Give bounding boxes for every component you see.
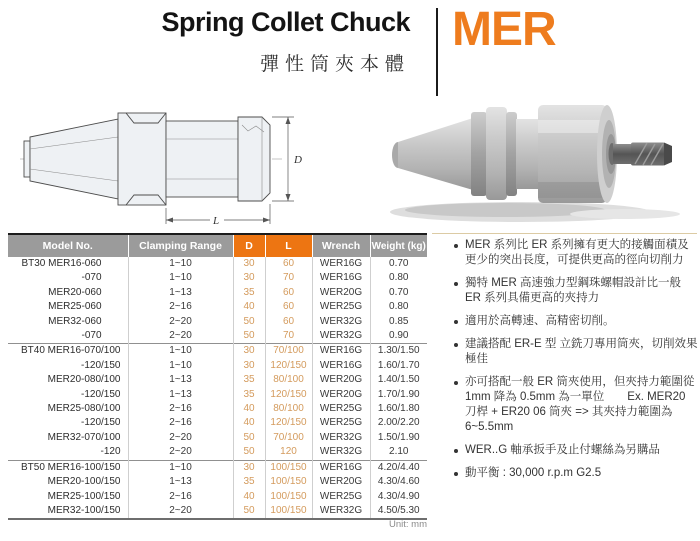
l-cell: 80/100 — [265, 402, 312, 416]
spec-table — [8, 233, 427, 520]
taper-shank — [30, 119, 118, 199]
model-cell: -120 — [100, 446, 121, 458]
clamping-cell: 2~16 — [128, 402, 233, 416]
d-cell: 35 — [233, 388, 265, 402]
l-cell: 70 — [265, 271, 312, 285]
d-cell: 30 — [233, 359, 265, 373]
tool-holder-photo — [385, 92, 685, 237]
model-cell: MER20-060 — [48, 286, 102, 298]
table-row — [8, 402, 427, 416]
weight-cell: 4.20/4.40 — [370, 460, 427, 475]
clamping-cell: 1~13 — [128, 286, 233, 300]
model-cell: BT40 MER16-070/100 — [8, 344, 128, 359]
wrench-cell: WER25G — [312, 300, 370, 314]
table-row — [8, 286, 427, 300]
table-row — [8, 257, 427, 271]
l-cell: 120/150 — [265, 416, 312, 430]
clamping-cell: 2~20 — [128, 431, 233, 445]
note-item — [452, 314, 698, 329]
weight-cell: 1.70/1.90 — [370, 388, 427, 402]
wrench-cell: WER20G — [312, 373, 370, 387]
table-row — [8, 300, 427, 314]
weight-cell: 1.60/1.80 — [370, 402, 427, 416]
weight-cell: 2.00/2.20 — [370, 416, 427, 430]
weight-cell: 0.80 — [370, 271, 427, 285]
table-row — [8, 460, 427, 475]
page-subtitle: 彈性筒夾本體 — [259, 53, 410, 75]
wrench-cell: WER25G — [312, 490, 370, 504]
clamping-cell: 2~20 — [128, 445, 233, 460]
clamping-cell: 1~13 — [128, 388, 233, 402]
col-header-wrench: Wrench — [312, 234, 370, 257]
weight-cell: 1.50/1.90 — [370, 431, 427, 445]
wrench-cell: WER32G — [312, 329, 370, 344]
model-cell: MER20-100/150 — [47, 476, 121, 488]
clamping-cell: 2~16 — [128, 490, 233, 504]
d-cell: 35 — [233, 373, 265, 387]
photo-taper-shank — [398, 118, 473, 190]
weight-cell: 1.30/1.50 — [370, 344, 427, 359]
clamping-cell: 2~16 — [128, 416, 233, 430]
d-cell: 30 — [233, 460, 265, 475]
wrench-cell: WER32G — [312, 504, 370, 519]
note-text: 適用於高轉速、高精密切削。 — [465, 315, 615, 327]
technical-drawing — [18, 95, 333, 230]
dim-label-d: D — [294, 154, 302, 166]
col-header-d: D — [233, 234, 265, 257]
header-divider — [436, 8, 438, 96]
model-cell: -070 — [81, 330, 102, 342]
weight-cell: 1.60/1.70 — [370, 359, 427, 373]
wrench-cell: WER16G — [312, 257, 370, 271]
table-row — [8, 344, 427, 359]
wrench-cell: WER20G — [312, 388, 370, 402]
model-cell: -120/150 — [81, 417, 121, 429]
bullet-icon — [452, 238, 465, 268]
note-text: MER 系列比 ER 系列擁有更大的接觸面積及更少的突出長度，可提供更高的徑向切削力 — [465, 239, 689, 266]
table-row — [8, 445, 427, 460]
l-cell: 100/150 — [265, 460, 312, 475]
l-cell: 70/100 — [265, 344, 312, 359]
l-cell: 60 — [265, 286, 312, 300]
wrench-cell: WER25G — [312, 416, 370, 430]
clamping-cell: 2~16 — [128, 300, 233, 314]
weight-cell: 4.30/4.90 — [370, 490, 427, 504]
note-item — [452, 276, 698, 306]
note-text: 動平衡 : 30,000 r.p.m G2.5 — [465, 467, 602, 479]
bullet-icon — [452, 443, 465, 458]
note-item — [452, 466, 698, 481]
d-cell: 40 — [233, 490, 265, 504]
note-text: 建議搭配 ER-E 型 立銑刀專用筒夾，切削效果極佳 — [465, 338, 698, 365]
weight-cell: 4.30/4.60 — [370, 475, 427, 489]
model-cell: -120/150 — [81, 388, 121, 400]
clamping-cell: 1~13 — [128, 373, 233, 387]
l-cell: 70/100 — [265, 431, 312, 445]
bullet-icon — [452, 466, 465, 481]
wrench-cell: WER32G — [312, 445, 370, 460]
wrench-cell: WER20G — [312, 475, 370, 489]
d-cell: 35 — [233, 475, 265, 489]
note-item — [452, 337, 698, 367]
wrench-cell: WER32G — [312, 431, 370, 445]
table-header-row — [8, 234, 427, 257]
d-cell: 40 — [233, 300, 265, 314]
l-cell: 60 — [265, 300, 312, 314]
series-code: MER — [452, 3, 556, 56]
table-row — [8, 373, 427, 387]
spec-table-body — [8, 257, 427, 519]
d-cell: 50 — [233, 504, 265, 519]
table-row — [8, 431, 427, 445]
col-header-clamping-range: Clamping Range — [128, 234, 233, 257]
note-item — [452, 443, 698, 458]
photo-flange — [471, 112, 487, 196]
model-cell: MER25-060 — [48, 301, 102, 313]
bullet-icon — [452, 375, 465, 435]
model-cell: MER32-060 — [48, 315, 102, 327]
weight-cell: 0.70 — [370, 257, 427, 271]
note-item — [452, 375, 698, 435]
dim-label-l: L — [213, 215, 220, 227]
wrench-cell: WER16G — [312, 344, 370, 359]
model-cell: MER20-080/100 — [47, 374, 121, 386]
clamping-cell: 1~10 — [128, 271, 233, 285]
collet-nut — [238, 117, 270, 201]
d-cell: 50 — [233, 329, 265, 344]
table-row — [8, 475, 427, 489]
note-text: 獨特 MER 高速強力型鋼珠螺帽設計比一般 ER 系列具備更高的夾持力 — [465, 277, 681, 304]
bullet-icon — [452, 314, 465, 329]
clamping-cell: 1~10 — [128, 344, 233, 359]
model-cell: MER25-100/150 — [47, 490, 121, 502]
model-cell: MER32-070/100 — [47, 431, 121, 443]
weight-cell: 0.80 — [370, 300, 427, 314]
d-cell: 50 — [233, 445, 265, 460]
d-cell: 40 — [233, 402, 265, 416]
l-cell: 60 — [265, 315, 312, 329]
clamping-cell: 2~20 — [128, 504, 233, 519]
table-row — [8, 315, 427, 329]
col-header-weight: Weight (kg) — [370, 234, 427, 257]
table-row — [8, 416, 427, 430]
wrench-cell: WER16G — [312, 359, 370, 373]
photo-body — [516, 119, 539, 189]
clamping-cell: 1~10 — [128, 359, 233, 373]
notes-list — [452, 238, 698, 489]
flange — [118, 113, 166, 205]
model-cell: BT30 MER16-060 — [21, 258, 102, 269]
clamping-cell: 1~13 — [128, 475, 233, 489]
unit-note: Unit: mm — [389, 519, 427, 530]
wrench-cell: WER16G — [312, 271, 370, 285]
weight-cell: 0.70 — [370, 286, 427, 300]
table-row — [8, 490, 427, 504]
model-cell: MER32-100/150 — [47, 504, 121, 516]
bullet-icon — [452, 337, 465, 367]
d-cell: 50 — [233, 315, 265, 329]
table-row — [8, 271, 427, 285]
shank-end — [24, 141, 30, 177]
clamping-cell: 1~10 — [128, 257, 233, 271]
model-cell: MER25-080/100 — [47, 403, 121, 415]
table-row — [8, 388, 427, 402]
wrench-cell: WER32G — [312, 315, 370, 329]
weight-cell: 1.40/1.50 — [370, 373, 427, 387]
table-row — [8, 504, 427, 519]
weight-cell: 4.50/5.30 — [370, 504, 427, 519]
page-title: Spring Collet Chuck — [161, 7, 410, 37]
table-row — [8, 329, 427, 344]
d-cell: 40 — [233, 416, 265, 430]
body-cylinder — [166, 121, 238, 197]
clamping-cell: 1~10 — [128, 460, 233, 475]
d-cell: 30 — [233, 271, 265, 285]
table-row — [8, 359, 427, 373]
clamping-cell: 2~20 — [128, 315, 233, 329]
l-cell: 70 — [265, 329, 312, 344]
l-cell: 100/150 — [265, 504, 312, 519]
note-text: 亦可搭配一般 ER 筒夾使用，但夾持力範圍從 1mm 降為 0.5mm 為一單位 Ex. MER20 刀桿 + ER20 06 筒夾 => 其夾持力範圍為 6~5.5mm — [465, 376, 695, 433]
l-cell: 60 — [265, 257, 312, 271]
clamping-cell: 2~20 — [128, 329, 233, 344]
model-cell: BT50 MER16-100/150 — [8, 460, 128, 475]
model-cell: -120/150 — [81, 359, 121, 371]
l-cell: 120/150 — [265, 359, 312, 373]
title-block — [0, 6, 420, 76]
col-header-model: Model No. — [8, 234, 128, 257]
col-header-l: L — [265, 234, 312, 257]
product-photo — [385, 92, 685, 237]
end-mill — [613, 143, 672, 166]
wrench-cell: WER25G — [312, 402, 370, 416]
model-cell: -070 — [81, 272, 102, 284]
dimension-l — [166, 204, 270, 227]
l-cell: 120/150 — [265, 388, 312, 402]
note-text: WER..G 軸承扳手及止付螺絲為另購品 — [465, 444, 660, 456]
d-cell: 35 — [233, 286, 265, 300]
weight-cell: 0.85 — [370, 315, 427, 329]
note-item — [452, 238, 698, 268]
l-cell: 120 — [265, 445, 312, 460]
l-cell: 100/150 — [265, 475, 312, 489]
l-cell: 80/100 — [265, 373, 312, 387]
tool-holder-diagram — [18, 95, 333, 230]
d-cell: 30 — [233, 257, 265, 271]
d-cell: 30 — [233, 344, 265, 359]
bullet-icon — [452, 276, 465, 306]
wrench-cell: WER16G — [312, 460, 370, 475]
weight-cell: 2.10 — [370, 445, 427, 460]
wrench-cell: WER20G — [312, 286, 370, 300]
weight-cell: 0.90 — [370, 329, 427, 344]
d-cell: 50 — [233, 431, 265, 445]
l-cell: 100/150 — [265, 490, 312, 504]
